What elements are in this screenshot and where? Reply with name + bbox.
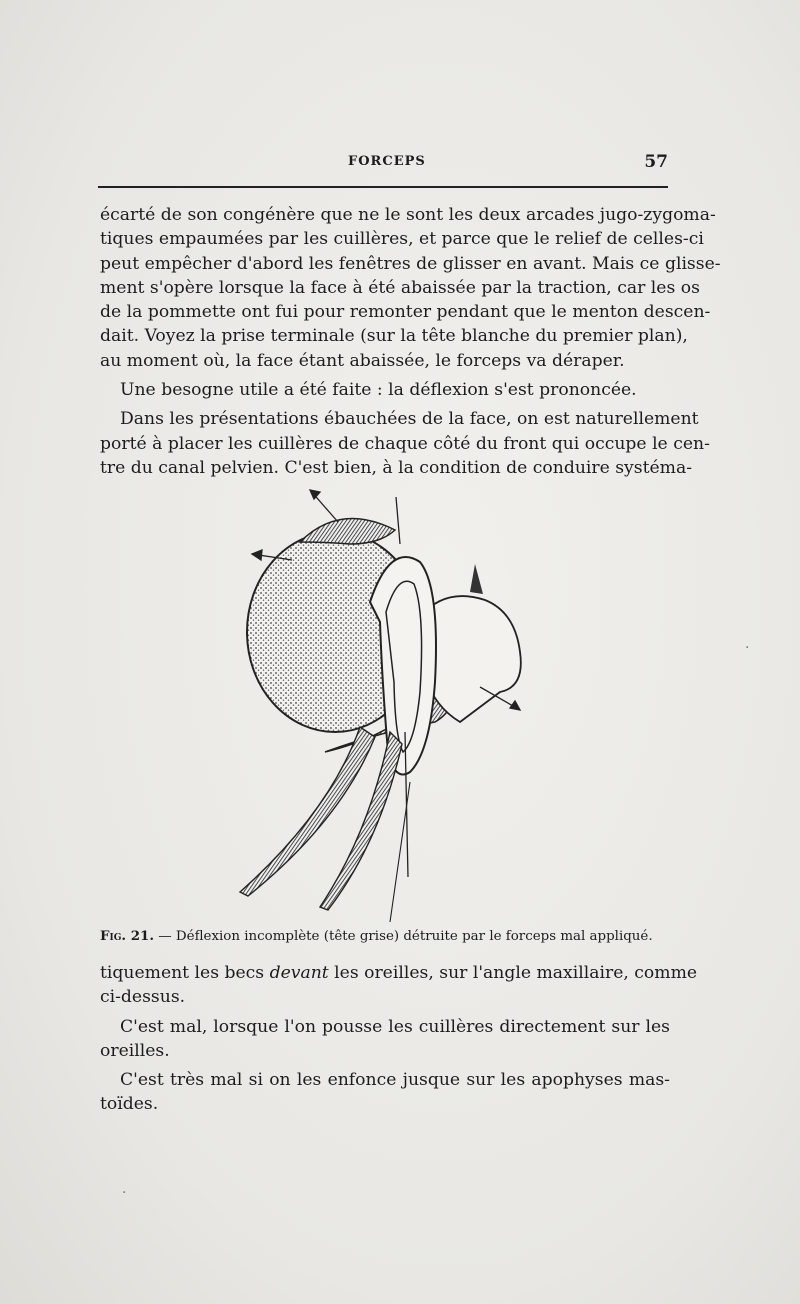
text-line: écarté de son congénère que ne le sont les deux arcades jugo-zygoma- xyxy=(100,205,716,225)
stray-mark: · xyxy=(745,640,750,656)
figure-caption-text: — Déflexion incomplète (tête grise) détruite par le forceps mal appliqué. xyxy=(154,929,653,944)
text-line: dait. Voyez la prise terminale (sur la tête blanche du premier plan), xyxy=(100,326,688,347)
text-line: porté à placer les cuillères de chaque côté du front qui occupe le cen- xyxy=(100,433,710,454)
forceps-handles-icon xyxy=(240,727,410,922)
text-line: de la pommette ont fui pour remonter pendant que le menton descen- xyxy=(100,302,711,323)
text-line xyxy=(100,961,698,985)
text-line: tiques empaumées par les cuillères, et parce que le relief de celles-ci xyxy=(100,229,704,250)
running-title: FORCEPS xyxy=(348,154,426,169)
emphasis-text: devant xyxy=(269,963,329,983)
text-line: ment s'opère lorsque la face à été abaissée par la traction, car les os xyxy=(100,277,700,298)
text-line: ci-dessus. xyxy=(100,987,186,1008)
stray-mark: · xyxy=(122,1185,127,1201)
text-line: tre du canal pelvien. C'est bien, à la condition de conduire systéma- xyxy=(100,457,693,478)
text-fragment: tiquement les becs xyxy=(100,963,270,983)
text-fragment: les oreilles, sur l'angle maxillaire, comme xyxy=(328,963,698,983)
figure-caption xyxy=(100,928,670,944)
text-line: peut empêcher d'abord les fenêtres de glisser en avant. Mais ce glisse- xyxy=(100,253,721,274)
body-text-bottom xyxy=(100,961,698,1117)
running-head xyxy=(98,152,668,176)
body-text-top xyxy=(100,203,721,480)
text-line: oreilles. xyxy=(100,1040,170,1061)
text-line: C'est très mal si on les enfonce jusque sur les apophyses mas- xyxy=(120,1070,670,1091)
text-line: Dans les présentations ébauchées de la face, on est naturellement xyxy=(120,409,699,430)
forceps-illustration xyxy=(230,482,530,922)
text-line: Une besogne utile a été faite : la déflexion s'est prononcée. xyxy=(120,380,637,401)
page-number: 57 xyxy=(644,152,668,172)
text-line: C'est mal, lorsque l'on pousse les cuillères directement sur les xyxy=(120,1016,670,1037)
header-rule xyxy=(98,186,668,188)
text-line: toïdes. xyxy=(100,1094,159,1115)
text-line: au moment où, la face étant abaissée, le forceps va déraper. xyxy=(100,350,625,371)
figure-label: Fig. 21. xyxy=(100,928,155,944)
